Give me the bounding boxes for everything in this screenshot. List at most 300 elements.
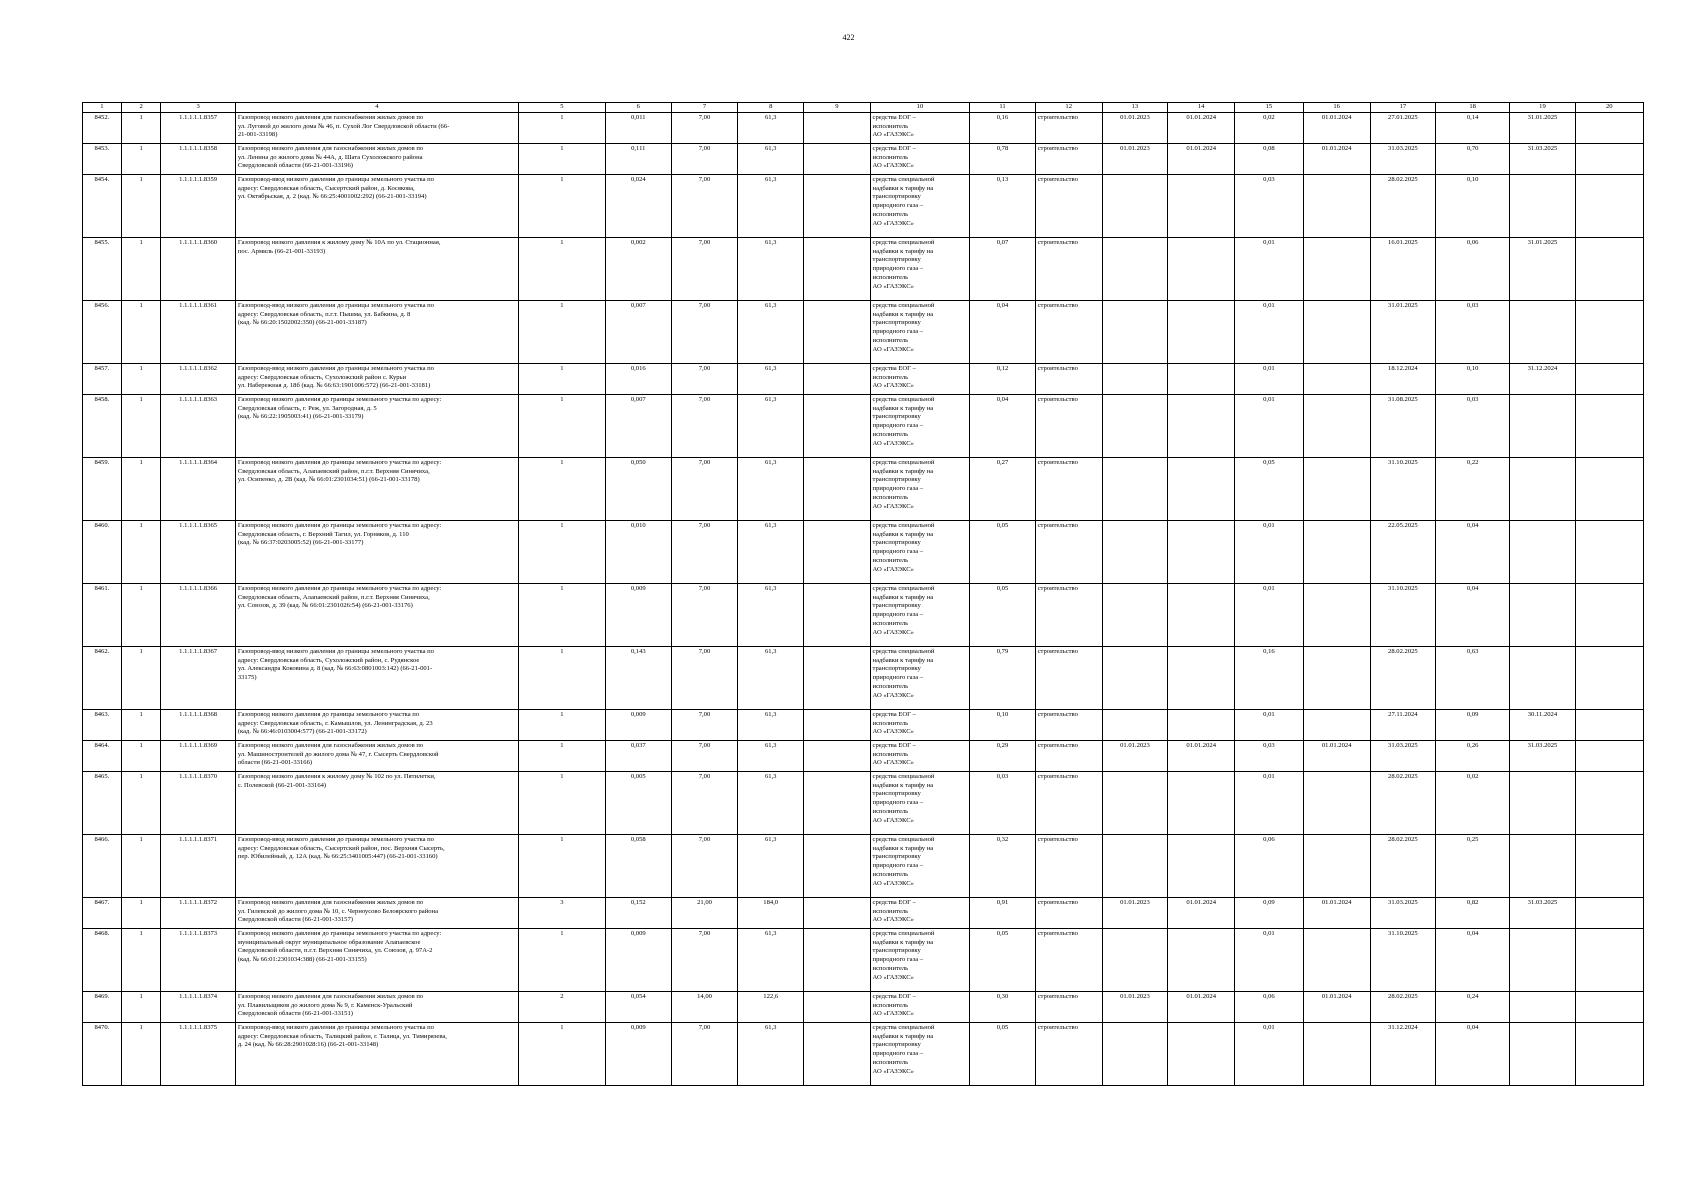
cell-col-13 (1102, 710, 1167, 741)
cell-col-19: 31.03.2025 (1510, 741, 1575, 772)
cell-col-17: 28.02.2025 (1370, 835, 1435, 898)
cell-col-1: 8454. (83, 175, 122, 238)
cell-col-10: средства специальной надбавки к тарифу на транспортировку природного газа – исполнитель АО «ГАЗЭКС» (870, 238, 970, 301)
cell-col-12: строительство (1035, 647, 1102, 710)
column-header-8: 8 (738, 103, 804, 113)
cell-col-19: 31.12.2024 (1510, 364, 1575, 395)
cell-col-17: 28.02.2025 (1370, 772, 1435, 835)
cell-col-5: 1 (519, 929, 606, 992)
cell-col-11: 0,29 (970, 741, 1035, 772)
cell-col-6: 0,054 (605, 992, 671, 1023)
cell-col-15: 0,03 (1235, 741, 1303, 772)
cell-col-2: 1 (121, 772, 161, 835)
cell-col-5: 2 (519, 992, 606, 1023)
cell-col-9 (804, 175, 870, 238)
cell-col-17: 31.10.2025 (1370, 929, 1435, 992)
cell-col-9 (804, 710, 870, 741)
cell-col-4: Газопровод низкого давления к жилому дому № 102 по ул. Пятилетки, с. Полевской (66-21-001-33164) (235, 772, 518, 835)
cell-col-13 (1102, 929, 1167, 992)
cell-col-19: 31.01.2025 (1510, 113, 1575, 144)
cell-col-4: Газопровод-ввод низкого давления до границы земельного участка по адресу: Свердловская область, Талицкий район, г. Талица, ул. Тимирязева, д. 24 (кад. № 66:28:2901028:16) (66-21-001-33148) (235, 1023, 518, 1086)
cell-col-5: 1 (519, 647, 606, 710)
cell-col-6: 0,024 (605, 175, 671, 238)
cell-col-18: 0,09 (1435, 710, 1509, 741)
cell-col-8: 61,3 (738, 710, 804, 741)
cell-col-7: 7,00 (671, 741, 737, 772)
cell-col-18: 0,02 (1435, 772, 1509, 835)
cell-col-1: 8468. (83, 929, 122, 992)
cell-col-13: 01.01.2023 (1102, 898, 1167, 929)
cell-col-3: 1.1.1.1.1.8371 (161, 835, 235, 898)
cell-col-20 (1575, 1023, 1643, 1086)
header-row (83, 103, 1644, 113)
cell-col-18: 0,24 (1435, 992, 1509, 1023)
cell-col-20 (1575, 521, 1643, 584)
cell-col-18: 0,10 (1435, 364, 1509, 395)
cell-col-20 (1575, 584, 1643, 647)
cell-col-11: 0,04 (970, 395, 1035, 458)
cell-col-20 (1575, 301, 1643, 364)
cell-col-8: 61,3 (738, 1023, 804, 1086)
cell-col-14: 01.01.2024 (1168, 992, 1235, 1023)
cell-col-16: 01.01.2024 (1303, 992, 1370, 1023)
cell-col-4: Газопровод низкого давления для газоснабжения жилых домов по ул. Плавильщиков до жилого дома № 9, г. Каменск-Уральский Свердловской области (66-21-001-33151) (235, 992, 518, 1023)
cell-col-7: 7,00 (671, 301, 737, 364)
cell-col-20 (1575, 238, 1643, 301)
table-row (83, 898, 1644, 929)
cell-col-18: 0,04 (1435, 929, 1509, 992)
cell-col-8: 61,3 (738, 584, 804, 647)
cell-col-18: 0,22 (1435, 458, 1509, 521)
cell-col-12: строительство (1035, 458, 1102, 521)
cell-col-14 (1168, 301, 1235, 364)
cell-col-9 (804, 772, 870, 835)
cell-col-19 (1510, 647, 1575, 710)
cell-col-11: 0,04 (970, 301, 1035, 364)
cell-col-18: 0,10 (1435, 175, 1509, 238)
cell-col-6: 0,002 (605, 238, 671, 301)
cell-col-19 (1510, 835, 1575, 898)
table-header (83, 103, 1644, 113)
cell-col-4: Газопровод-ввод низкого давления до границы земельного участка по адресу: Свердловская область, п.г.т. Пышма, ул. Бабкина, д. 8 (кад. № 66:20:1502002:350) (66-21-001-33187) (235, 301, 518, 364)
cell-col-6: 0,058 (605, 835, 671, 898)
cell-col-18: 0,26 (1435, 741, 1509, 772)
cell-col-20 (1575, 992, 1643, 1023)
cell-col-7: 7,00 (671, 458, 737, 521)
cell-col-11: 0,05 (970, 521, 1035, 584)
cell-col-8: 61,3 (738, 238, 804, 301)
cell-col-17: 28.02.2025 (1370, 647, 1435, 710)
cell-col-4: Газопровод-ввод низкого давления до границы земельного участка по адресу: Свердловская область, Сухоложский район с. Курьи ул. Набережная д. 18б (кад. № 66:63:1901006:572) (66-21-001-33181) (235, 364, 518, 395)
cell-col-2: 1 (121, 1023, 161, 1086)
cell-col-6: 0,007 (605, 301, 671, 364)
cell-col-12: строительство (1035, 301, 1102, 364)
cell-col-17: 31.12.2024 (1370, 1023, 1435, 1086)
cell-col-5: 1 (519, 710, 606, 741)
cell-col-12: строительство (1035, 113, 1102, 144)
cell-col-20 (1575, 647, 1643, 710)
cell-col-9 (804, 113, 870, 144)
cell-col-15: 0,03 (1235, 175, 1303, 238)
cell-col-4: Газопровод-ввод низкого давления до границы земельного участка по адресу: Свердловская область, Сысертский район, д. Косякова, ул. Октябрьская, д. 2 (кад. № 66:25:4001002:292) (66-21-001-33194) (235, 175, 518, 238)
cell-col-19 (1510, 1023, 1575, 1086)
cell-col-1: 8459. (83, 458, 122, 521)
cell-col-9 (804, 1023, 870, 1086)
cell-col-8: 61,3 (738, 521, 804, 584)
cell-col-2: 1 (121, 710, 161, 741)
cell-col-8: 61,3 (738, 458, 804, 521)
column-header-19: 19 (1510, 103, 1575, 113)
cell-col-3: 1.1.1.1.1.8369 (161, 741, 235, 772)
cell-col-8: 61,3 (738, 301, 804, 364)
cell-col-1: 8466. (83, 835, 122, 898)
cell-col-4: Газопровод низкого давления до границы земельного участка по адресу: муниципальный округ муниципальное образование Алапаевское Свердловской области, п.г.т. Верхняя Синячиха, ул. Союзов, д. 97А-2 (кад. № 66:01:2301034:388) (66-21-001-33155) (235, 929, 518, 992)
cell-col-18: 0,63 (1435, 647, 1509, 710)
cell-col-9 (804, 584, 870, 647)
cell-col-15: 0,16 (1235, 647, 1303, 710)
cell-col-12: строительство (1035, 741, 1102, 772)
cell-col-19: 30.11.2024 (1510, 710, 1575, 741)
cell-col-14 (1168, 395, 1235, 458)
cell-col-6: 0,009 (605, 710, 671, 741)
column-header-1: 1 (83, 103, 122, 113)
cell-col-11: 0,05 (970, 929, 1035, 992)
cell-col-5: 1 (519, 238, 606, 301)
cell-col-9 (804, 301, 870, 364)
cell-col-9 (804, 835, 870, 898)
cell-col-1: 8457. (83, 364, 122, 395)
cell-col-7: 7,00 (671, 521, 737, 584)
cell-col-10: средства ЕОГ – исполнитель АО «ГАЗЭКС» (870, 992, 970, 1023)
cell-col-14 (1168, 929, 1235, 992)
cell-col-4: Газопровод низкого давления к жилому дому № 10А по ул. Стационная, пос. Армиль (66-21-001-33193) (235, 238, 518, 301)
cell-col-10: средства специальной надбавки к тарифу на транспортировку природного газа – исполнитель АО «ГАЗЭКС» (870, 584, 970, 647)
cell-col-3: 1.1.1.1.1.8359 (161, 175, 235, 238)
cell-col-14 (1168, 1023, 1235, 1086)
cell-col-19: 31.03.2025 (1510, 144, 1575, 175)
cell-col-16 (1303, 458, 1370, 521)
cell-col-4: Газопровод низкого давления до границы земельного участка по адресу: Свердловская область, г. Верхний Тагил, ул. Горняков, д. 110 (кад. № 66:37:0203005:52) (66-21-001-33177) (235, 521, 518, 584)
cell-col-15: 0,01 (1235, 238, 1303, 301)
cell-col-19 (1510, 395, 1575, 458)
cell-col-1: 8458. (83, 395, 122, 458)
cell-col-17: 31.03.2025 (1370, 144, 1435, 175)
cell-col-11: 0,07 (970, 238, 1035, 301)
cell-col-13 (1102, 1023, 1167, 1086)
cell-col-8: 61,3 (738, 929, 804, 992)
cell-col-13 (1102, 584, 1167, 647)
cell-col-9 (804, 364, 870, 395)
cell-col-2: 1 (121, 238, 161, 301)
column-header-3: 3 (161, 103, 235, 113)
cell-col-11: 0,12 (970, 364, 1035, 395)
table-body (83, 113, 1644, 1086)
cell-col-9 (804, 144, 870, 175)
table-row (83, 929, 1644, 992)
cell-col-6: 0,009 (605, 1023, 671, 1086)
cell-col-7: 14,00 (671, 992, 737, 1023)
cell-col-8: 184,0 (738, 898, 804, 929)
cell-col-15: 0,01 (1235, 395, 1303, 458)
cell-col-12: строительство (1035, 929, 1102, 992)
cell-col-19 (1510, 584, 1575, 647)
cell-col-5: 1 (519, 1023, 606, 1086)
cell-col-12: строительство (1035, 144, 1102, 175)
column-header-16: 16 (1303, 103, 1370, 113)
cell-col-16 (1303, 364, 1370, 395)
cell-col-15: 0,01 (1235, 521, 1303, 584)
cell-col-10: средства ЕОГ – исполнитель АО «ГАЗЭКС» (870, 144, 970, 175)
cell-col-10: средства специальной надбавки к тарифу на транспортировку природного газа – исполнитель АО «ГАЗЭКС» (870, 1023, 970, 1086)
cell-col-6: 0,009 (605, 929, 671, 992)
cell-col-2: 1 (121, 898, 161, 929)
cell-col-14 (1168, 647, 1235, 710)
cell-col-1: 8452. (83, 113, 122, 144)
cell-col-1: 8467. (83, 898, 122, 929)
table-row (83, 521, 1644, 584)
cell-col-14 (1168, 175, 1235, 238)
cell-col-13 (1102, 395, 1167, 458)
cell-col-3: 1.1.1.1.1.8361 (161, 301, 235, 364)
cell-col-5: 1 (519, 175, 606, 238)
cell-col-8: 61,3 (738, 144, 804, 175)
cell-col-3: 1.1.1.1.1.8368 (161, 710, 235, 741)
cell-col-9 (804, 992, 870, 1023)
cell-col-4: Газопровод-ввод низкого давления до границы земельного участка по адресу: Свердловская область, Сысертский район, пос. Верхняя Сысерть, пер. Юбилейный, д. 12А (кад. № 66:25:3401005:447) (66-21-001-33160) (235, 835, 518, 898)
cell-col-3: 1.1.1.1.1.8372 (161, 898, 235, 929)
cell-col-19: 31.03.2025 (1510, 898, 1575, 929)
cell-col-12: строительство (1035, 992, 1102, 1023)
table-row (83, 710, 1644, 741)
cell-col-12: строительство (1035, 772, 1102, 835)
cell-col-17: 31.03.2025 (1370, 741, 1435, 772)
cell-col-11: 0,30 (970, 992, 1035, 1023)
cell-col-11: 0,03 (970, 772, 1035, 835)
cell-col-13 (1102, 835, 1167, 898)
cell-col-12: строительство (1035, 584, 1102, 647)
cell-col-19 (1510, 992, 1575, 1023)
cell-col-20 (1575, 898, 1643, 929)
cell-col-8: 61,3 (738, 647, 804, 710)
cell-col-19 (1510, 301, 1575, 364)
cell-col-6: 0,009 (605, 584, 671, 647)
cell-col-1: 8461. (83, 584, 122, 647)
cell-col-7: 7,00 (671, 175, 737, 238)
cell-col-13 (1102, 772, 1167, 835)
cell-col-7: 7,00 (671, 710, 737, 741)
cell-col-10: средства специальной надбавки к тарифу на транспортировку природного газа – исполнитель АО «ГАЗЭКС» (870, 175, 970, 238)
cell-col-15: 0,01 (1235, 364, 1303, 395)
cell-col-5: 1 (519, 584, 606, 647)
cell-col-2: 1 (121, 647, 161, 710)
cell-col-1: 8460. (83, 521, 122, 584)
cell-col-16: 01.01.2024 (1303, 144, 1370, 175)
cell-col-9 (804, 238, 870, 301)
cell-col-10: средства специальной надбавки к тарифу на транспортировку природного газа – исполнитель АО «ГАЗЭКС» (870, 647, 970, 710)
cell-col-8: 61,3 (738, 772, 804, 835)
cell-col-20 (1575, 113, 1643, 144)
cell-col-17: 31.10.2025 (1370, 584, 1435, 647)
column-header-5: 5 (519, 103, 606, 113)
cell-col-7: 7,00 (671, 144, 737, 175)
cell-col-14 (1168, 364, 1235, 395)
column-header-14: 14 (1168, 103, 1235, 113)
cell-col-16 (1303, 521, 1370, 584)
investment-program-table (82, 102, 1644, 1086)
cell-col-12: строительство (1035, 364, 1102, 395)
cell-col-17: 27.11.2024 (1370, 710, 1435, 741)
cell-col-3: 1.1.1.1.1.8362 (161, 364, 235, 395)
cell-col-7: 7,00 (671, 238, 737, 301)
cell-col-2: 1 (121, 521, 161, 584)
cell-col-14: 01.01.2024 (1168, 144, 1235, 175)
cell-col-16: 01.01.2024 (1303, 898, 1370, 929)
cell-col-2: 1 (121, 144, 161, 175)
cell-col-8: 61,3 (738, 741, 804, 772)
cell-col-9 (804, 898, 870, 929)
cell-col-11: 0,05 (970, 584, 1035, 647)
cell-col-5: 1 (519, 772, 606, 835)
cell-col-2: 1 (121, 835, 161, 898)
cell-col-18: 0,03 (1435, 301, 1509, 364)
cell-col-9 (804, 521, 870, 584)
cell-col-13 (1102, 521, 1167, 584)
cell-col-15: 0,01 (1235, 584, 1303, 647)
cell-col-19 (1510, 175, 1575, 238)
cell-col-15: 0,01 (1235, 301, 1303, 364)
cell-col-6: 0,050 (605, 458, 671, 521)
cell-col-17: 27.01.2025 (1370, 113, 1435, 144)
column-header-15: 15 (1235, 103, 1303, 113)
cell-col-20 (1575, 364, 1643, 395)
cell-col-3: 1.1.1.1.1.8358 (161, 144, 235, 175)
cell-col-1: 8456. (83, 301, 122, 364)
cell-col-3: 1.1.1.1.1.8363 (161, 395, 235, 458)
cell-col-11: 0,32 (970, 835, 1035, 898)
column-header-11: 11 (970, 103, 1035, 113)
table-row (83, 772, 1644, 835)
cell-col-12: строительство (1035, 1023, 1102, 1086)
cell-col-3: 1.1.1.1.1.8370 (161, 772, 235, 835)
cell-col-8: 61,3 (738, 364, 804, 395)
cell-col-20 (1575, 144, 1643, 175)
cell-col-17: 18.12.2024 (1370, 364, 1435, 395)
cell-col-17: 31.10.2025 (1370, 458, 1435, 521)
table-row (83, 1023, 1644, 1086)
cell-col-2: 1 (121, 395, 161, 458)
cell-col-2: 1 (121, 175, 161, 238)
cell-col-12: строительство (1035, 521, 1102, 584)
cell-col-10: средства ЕОГ – исполнитель АО «ГАЗЭКС» (870, 364, 970, 395)
cell-col-13 (1102, 175, 1167, 238)
cell-col-16 (1303, 301, 1370, 364)
cell-col-10: средства специальной надбавки к тарифу на транспортировку природного газа – исполнитель АО «ГАЗЭКС» (870, 521, 970, 584)
cell-col-10: средства специальной надбавки к тарифу на транспортировку природного газа – исполнитель АО «ГАЗЭКС» (870, 929, 970, 992)
cell-col-19 (1510, 521, 1575, 584)
cell-col-8: 61,3 (738, 395, 804, 458)
table-row (83, 458, 1644, 521)
cell-col-4: Газопровод низкого давления до границы земельного участка по адресу: Свердловская область, Алапаевский район, п.г.т. Верхняя Синячиха, ул. Осипенко, д. 2В (кад. № 66:01:2301034:51) (66-21-001-33178) (235, 458, 518, 521)
cell-col-5: 1 (519, 521, 606, 584)
table-row (83, 992, 1644, 1023)
cell-col-13 (1102, 364, 1167, 395)
cell-col-1: 8462. (83, 647, 122, 710)
column-header-10: 10 (870, 103, 970, 113)
cell-col-1: 8464. (83, 741, 122, 772)
cell-col-16 (1303, 1023, 1370, 1086)
cell-col-2: 1 (121, 301, 161, 364)
cell-col-11: 0,10 (970, 710, 1035, 741)
cell-col-13: 01.01.2023 (1102, 113, 1167, 144)
cell-col-10: средства специальной надбавки к тарифу на транспортировку природного газа – исполнитель АО «ГАЗЭКС» (870, 835, 970, 898)
cell-col-7: 7,00 (671, 929, 737, 992)
cell-col-3: 1.1.1.1.1.8374 (161, 992, 235, 1023)
cell-col-17: 28.02.2025 (1370, 175, 1435, 238)
cell-col-6: 0,152 (605, 898, 671, 929)
column-header-13: 13 (1102, 103, 1167, 113)
cell-col-20 (1575, 175, 1643, 238)
cell-col-9 (804, 647, 870, 710)
cell-col-8: 61,3 (738, 175, 804, 238)
cell-col-5: 1 (519, 301, 606, 364)
cell-col-20 (1575, 772, 1643, 835)
cell-col-3: 1.1.1.1.1.8375 (161, 1023, 235, 1086)
cell-col-7: 7,00 (671, 772, 737, 835)
cell-col-4: Газопровод низкого давления для газоснабжения жилых домов по ул. Ленина до жилого дома № 44А, д. Шата Сухоложского района Свердловской области (66-21-001-33196) (235, 144, 518, 175)
cell-col-11: 0,05 (970, 1023, 1035, 1086)
cell-col-11: 0,13 (970, 175, 1035, 238)
cell-col-15: 0,08 (1235, 144, 1303, 175)
cell-col-16 (1303, 929, 1370, 992)
cell-col-12: строительство (1035, 238, 1102, 301)
cell-col-14: 01.01.2024 (1168, 113, 1235, 144)
cell-col-11: 0,78 (970, 144, 1035, 175)
cell-col-4: Газопровод низкого давления до границы земельного участка по адресу: Свердловская область, г. Реж, ул. Загородная, д. 5 (кад. № 66:22:1905003:41) (66-21-001-33179) (235, 395, 518, 458)
cell-col-16 (1303, 835, 1370, 898)
cell-col-10: средства специальной надбавки к тарифу на транспортировку природного газа – исполнитель АО «ГАЗЭКС» (870, 772, 970, 835)
cell-col-5: 1 (519, 395, 606, 458)
cell-col-16 (1303, 710, 1370, 741)
cell-col-17: 22.05.2025 (1370, 521, 1435, 584)
cell-col-5: 1 (519, 835, 606, 898)
cell-col-3: 1.1.1.1.1.8365 (161, 521, 235, 584)
cell-col-5: 1 (519, 144, 606, 175)
cell-col-3: 1.1.1.1.1.8366 (161, 584, 235, 647)
table-row (83, 395, 1644, 458)
table-row (83, 175, 1644, 238)
cell-col-13 (1102, 238, 1167, 301)
cell-col-9 (804, 458, 870, 521)
cell-col-18: 0,04 (1435, 1023, 1509, 1086)
cell-col-16 (1303, 395, 1370, 458)
cell-col-5: 1 (519, 741, 606, 772)
cell-col-18: 0,25 (1435, 835, 1509, 898)
cell-col-13 (1102, 301, 1167, 364)
cell-col-11: 0,91 (970, 898, 1035, 929)
cell-col-15: 0,01 (1235, 772, 1303, 835)
cell-col-17: 28.02.2025 (1370, 992, 1435, 1023)
cell-col-10: средства ЕОГ – исполнитель АО «ГАЗЭКС» (870, 113, 970, 144)
column-header-7: 7 (671, 103, 737, 113)
cell-col-15: 0,09 (1235, 898, 1303, 929)
cell-col-10: средства специальной надбавки к тарифу на транспортировку природного газа – исполнитель АО «ГАЗЭКС» (870, 301, 970, 364)
cell-col-2: 1 (121, 458, 161, 521)
cell-col-17: 16.01.2025 (1370, 238, 1435, 301)
page-number: 422 (842, 33, 855, 42)
cell-col-2: 1 (121, 741, 161, 772)
cell-col-6: 0,111 (605, 144, 671, 175)
cell-col-1: 8470. (83, 1023, 122, 1086)
